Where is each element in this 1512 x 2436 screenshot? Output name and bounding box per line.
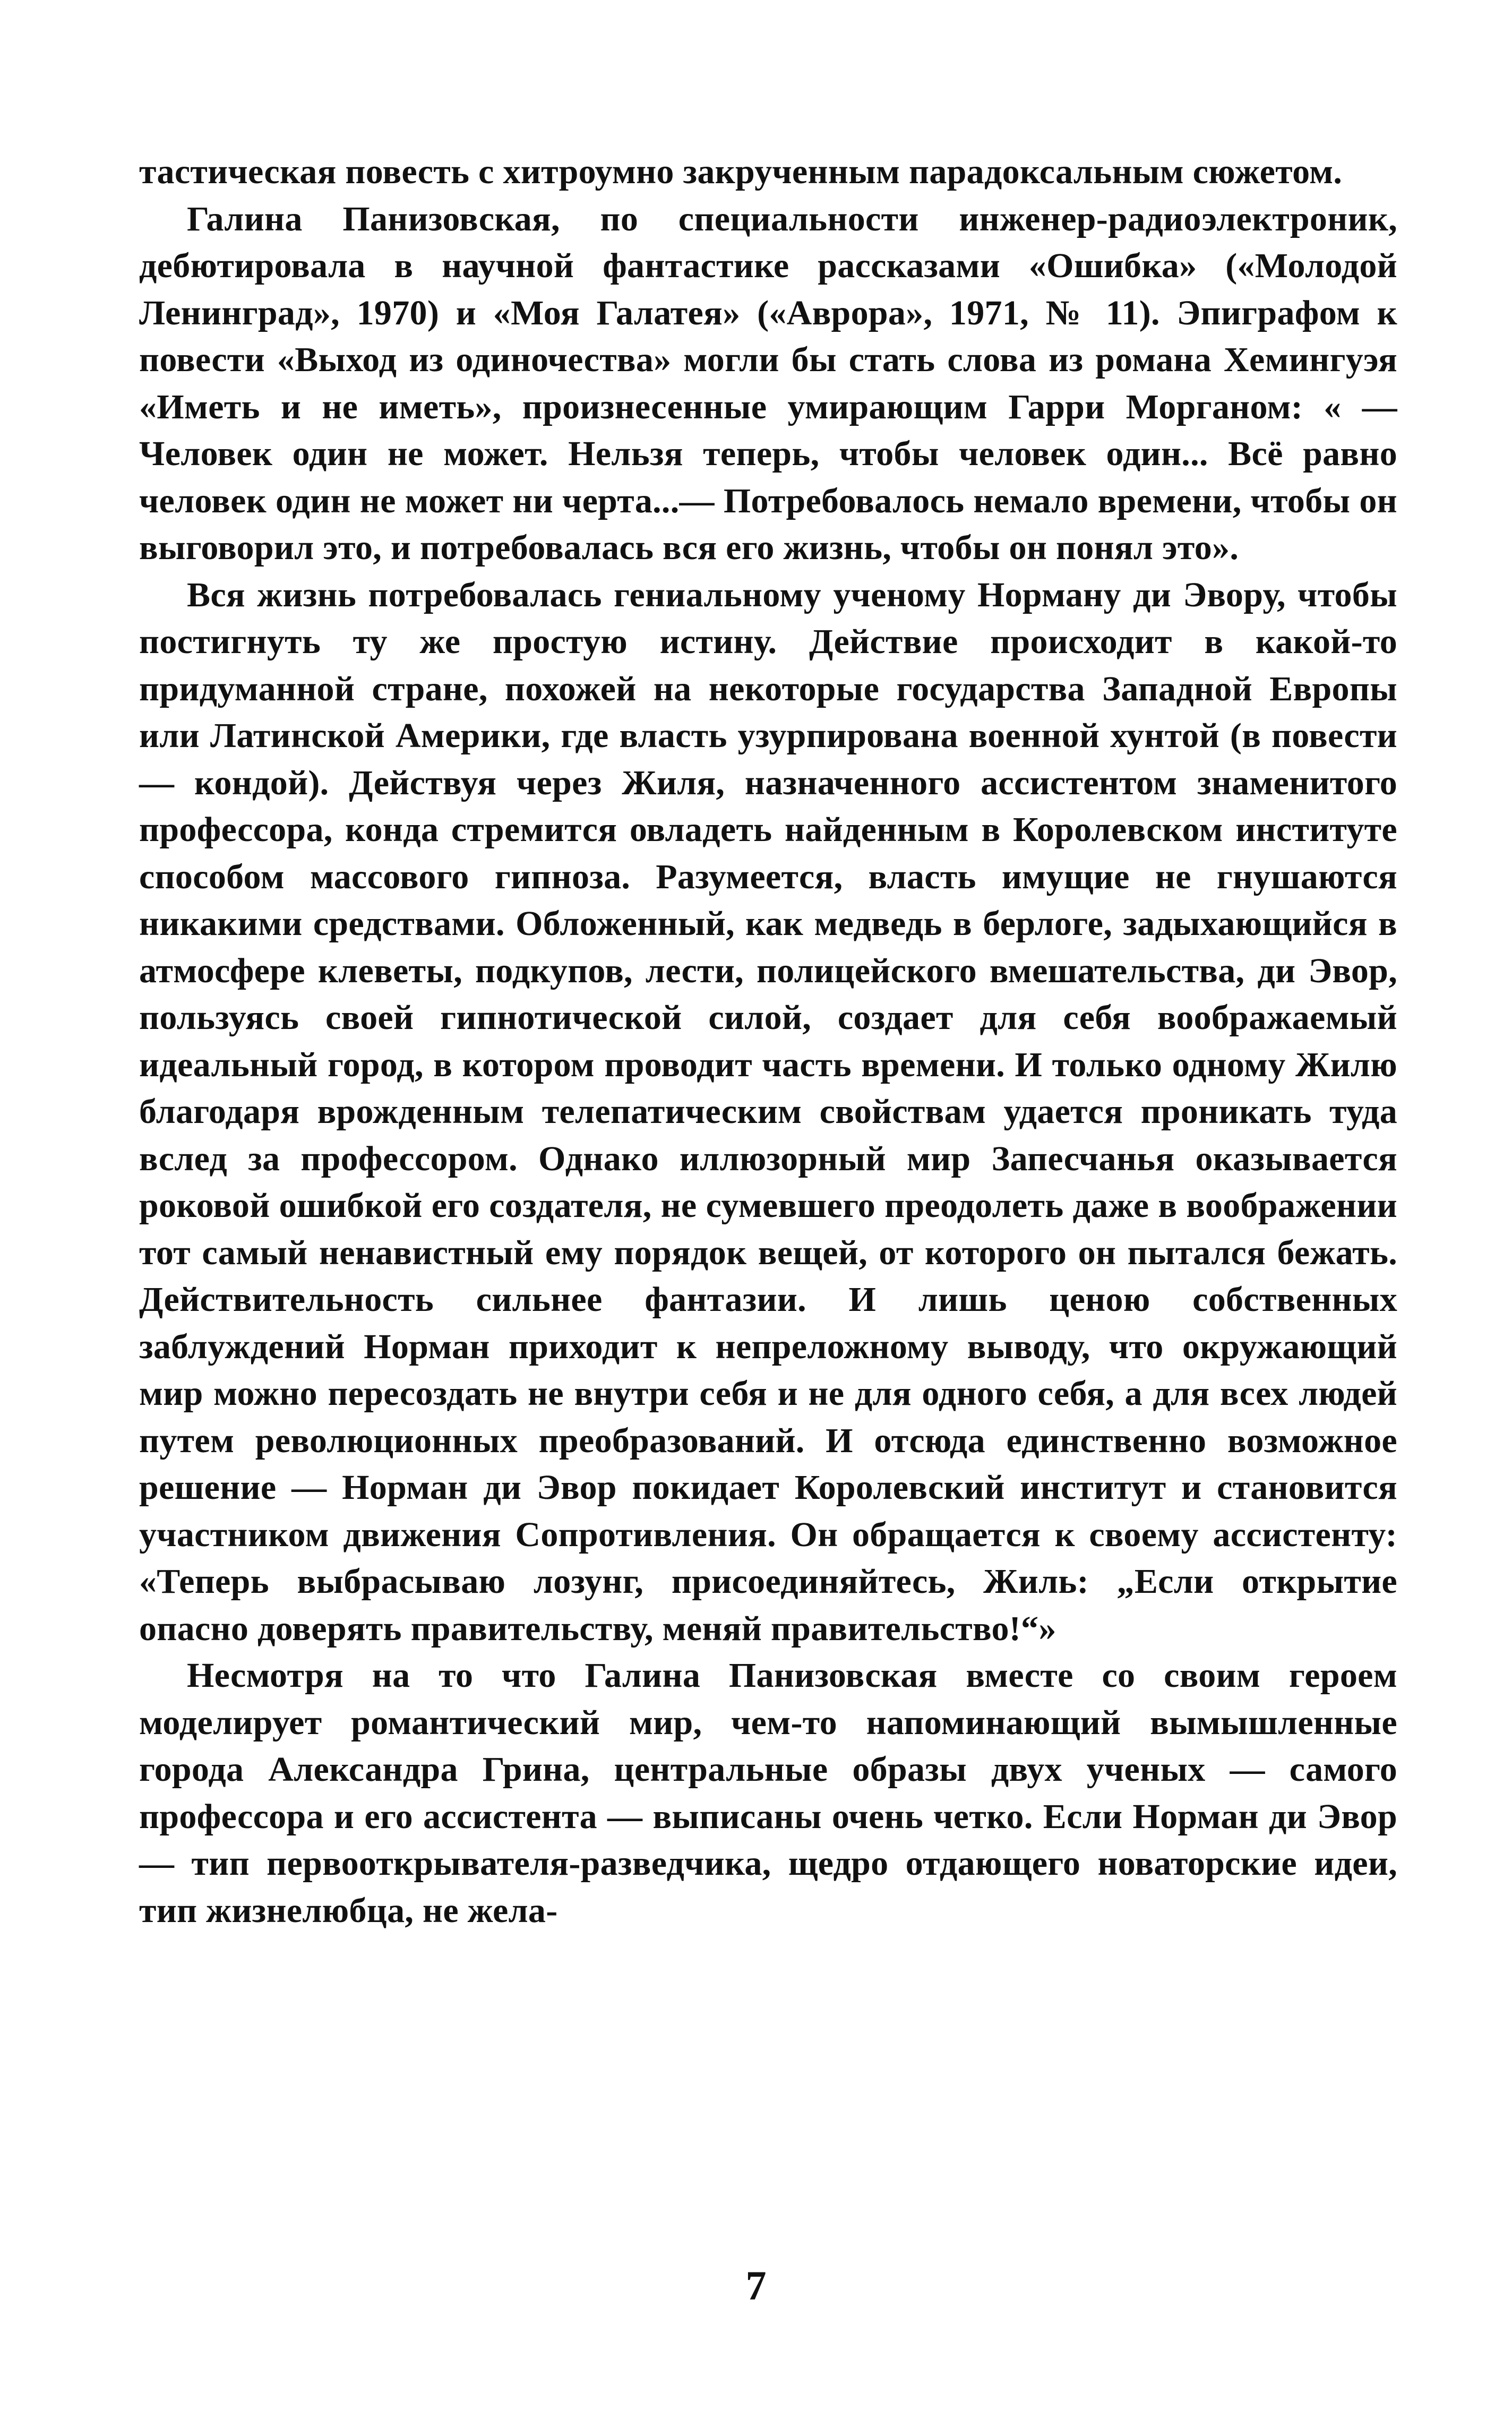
- paragraph-continuation: тастическая повесть с хитроумно закрученным парадоксальным сюжетом.: [139, 152, 1343, 191]
- paragraph-panizovskaya-intro: Галина Панизовская, по специальности инженер-радиоэлектроник, дебютировала в научной фантастике рассказами «Ошибка» («Молодой Ленинград», 1970) и «Моя Галатея» («Аврора», 1971, № 11). Эпиграфом к повести «Выход из одиночества» могли бы стать слова из романа Хемингуэя «Иметь и не иметь», произнесенные умирающим Гарри Морганом: « — Человек один не может. Нельзя теперь, чтобы человек один... Всё равно человек один не может ни черта...— Потребовалось немало времени, чтобы он выговорил это, и потребовалась вся его жизнь, чтобы он понял это».: [139, 199, 1397, 567]
- paragraph-plot-summary: Вся жизнь потребовалась гениальному ученому Норману ди Эвору, чтобы постигнуть ту же простую истину. Действие происходит в какой-то придуманной стране, похожей на некоторые государства Западной Европы или Латинской Америки, где власть узурпирована военной хунтой (в повести — кондой). Действуя через Жиля, назначенного ассистентом знаменитого профессора, конда стремится овладеть найденным в Королевском институте способом массового гипноза. Разумеется, власть имущие не гнушаются никакими средствами. Обложенный, как медведь в берлоге, задыхающийся в атмосфере клеветы, подкупов, лести, полицейского вмешательства, ди Эвор, пользуясь своей гипнотической силой, создает для себя воображаемый идеальный город, в котором проводит часть времени. И только одному Жилю благодаря врожденным телепатическим свойствам удается проникать туда вслед за профессором. Однако иллюзорный мир Запесчанья оказывается роковой ошибкой его создателя, не сумевшего преодолеть даже в воображении тот самый ненавистный ему порядок вещей, от которого он пытался бежать. Действительность сильнее фантазии. И лишь ценою собственных заблуждений Норман приходит к непреложному выводу, что окружающий мир можно пересоздать не внутри себя и не для одного себя, а для всех людей путем революционных преобразований. И отсюда единственно возможное решение — Норман ди Эвор покидает Королевский институт и становится участником движения Сопротивления. Он обращается к своему ассистенту: «Теперь выбрасываю лозунг, присоединяйтесь, Жиль: „Если открытие опасно доверять правительству, меняй правительство!“»: [139, 575, 1397, 1648]
- paragraph-characters: Несмотря на то что Галина Панизовская вместе со своим героем моделирует романтический мир, чем-то напоминающий вымышленные города Александра Грина, центральные образы двух ученых — самого профессора и его ассистента — выписаны очень четко. Если Норман ди Эвор — тип первооткрывателя-разведчика, щедро отдающего новаторские идеи, тип жизнелюбца, не жела-: [139, 1656, 1397, 1930]
- body-text: [139, 149, 1397, 1934]
- page-number: 7: [745, 2262, 767, 2309]
